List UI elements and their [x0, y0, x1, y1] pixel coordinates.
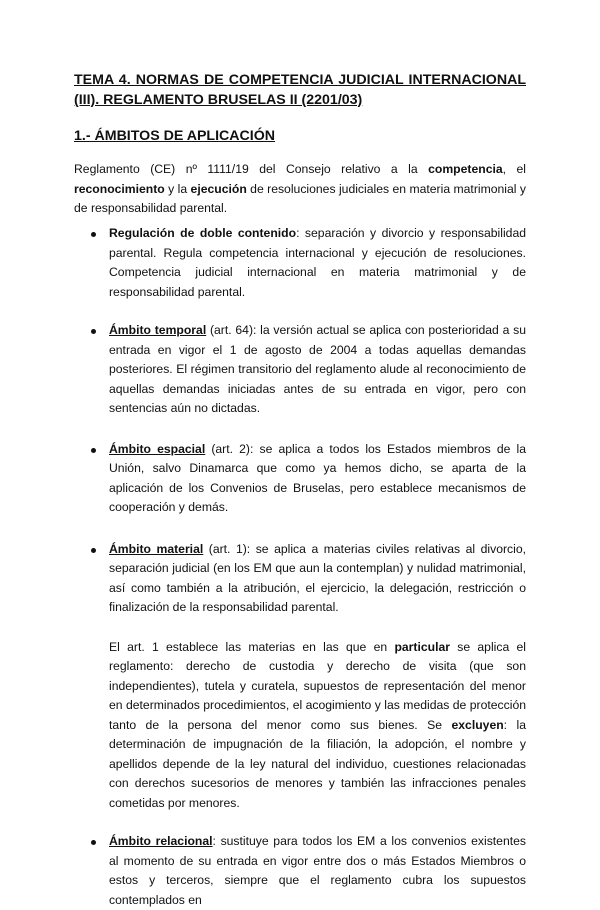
item-text: (art. 64): la versión actual se aplica con posterioridad a su entrada en vigor el 1 de agosto de 2004 a todas aquellas demandas posteriores. El régimen transitorio del reglamento alude al reconocimiento de aquellas demandas iniciadas antes de su entrada en vigor, pero con sentencias aún no dictadas.	[109, 323, 526, 415]
intro-text: de resoluciones judiciales en materia matrimonial y de responsabilidad parental.	[74, 181, 526, 215]
item-heading: Ámbito relacional	[109, 834, 213, 848]
list-item	[74, 321, 526, 419]
bullet-icon	[91, 448, 96, 453]
intro-text: Reglamento (CE) nº 1111/19 del Consejo relativo a la	[74, 162, 429, 176]
intro-bold-competencia: competencia	[428, 162, 503, 176]
item-heading: Ámbito espacial	[109, 441, 206, 456]
intro-text: , el	[502, 162, 526, 176]
paragraph-bold: particular	[394, 639, 450, 654]
list-item	[74, 540, 526, 814]
item-heading: Regulación de doble contenido	[109, 226, 297, 240]
paragraph-text: se aplica el reglamento: derecho de custodia y derecho de visita (que son independientes), tutela y curatela, supuestos de representación del menor en determinados procedimientos, el acogimiento y las medidas de protección tanto de la persona del menor como sus bienes. Se	[109, 639, 526, 732]
intro-paragraph	[74, 160, 526, 219]
item-text: (art. 1): se aplica a materias civiles relativas al divorcio, separación judicial (en los EM que aun la contemplan) y nulidad matrimonial, así como también a la atribución, el ejercicio, la delegación, restricción o finalización de la responsabilidad parental.	[109, 541, 526, 614]
bullet-icon	[91, 840, 96, 845]
paragraph-text: El art. 1 establece las materias en las que en	[109, 639, 395, 654]
list-item	[74, 440, 526, 518]
intro-text: y la	[164, 181, 191, 196]
section-heading: 1.- ÁMBITOS DE APLICACIÓN	[74, 128, 276, 144]
page-title: TEMA 4. NORMAS DE COMPETENCIA JUDICIAL INTERNACIONAL (III). REGLAMENTO BRUSELAS II (2201/03)	[74, 72, 526, 108]
item-text: : separación y divorcio y responsabilidad parental. Regula competencia internacional y ejecución de resoluciones. Competencia judicial internacional en materia matrimonial y de responsabilidad parental.	[109, 226, 526, 299]
bullet-icon	[91, 232, 96, 237]
bullet-icon	[91, 329, 96, 334]
paragraph-text: : la determinación de impugnación de la filiación, la adopción, el nombre y apellidos depende de la ley natural del individuo, cuestiones relacionadas con derechos sucesorios de menores y también las infracciones penales cometidas por menores.	[109, 717, 526, 810]
item-paragraph	[109, 638, 526, 814]
bullet-list	[74, 224, 526, 910]
intro-bold-ejecucion: ejecución	[190, 181, 247, 196]
item-heading: Ámbito material	[109, 541, 204, 556]
bullet-icon	[91, 548, 96, 553]
list-item	[74, 224, 526, 302]
item-text: (art. 2): se aplica a todos los Estados miembros de la Unión, salvo Dinamarca que como ya hemos dicho, se aparta de la aplicación de los Convenios de Bruselas, pero establece mecanismos de cooperación y demás.	[109, 441, 526, 514]
item-heading: Ámbito temporal	[109, 323, 207, 337]
item-text: : sustituye para todos los EM a los convenios existentes al momento de su entrada en vigor entre dos o más Estados Miembros o estos y terceros, siempre que el reglamento cubra los supuestos contemplados en	[109, 834, 527, 907]
list-item	[74, 832, 526, 910]
paragraph-bold: excluyen	[451, 717, 504, 732]
intro-bold-reconocimiento: reconocimiento	[74, 181, 165, 196]
